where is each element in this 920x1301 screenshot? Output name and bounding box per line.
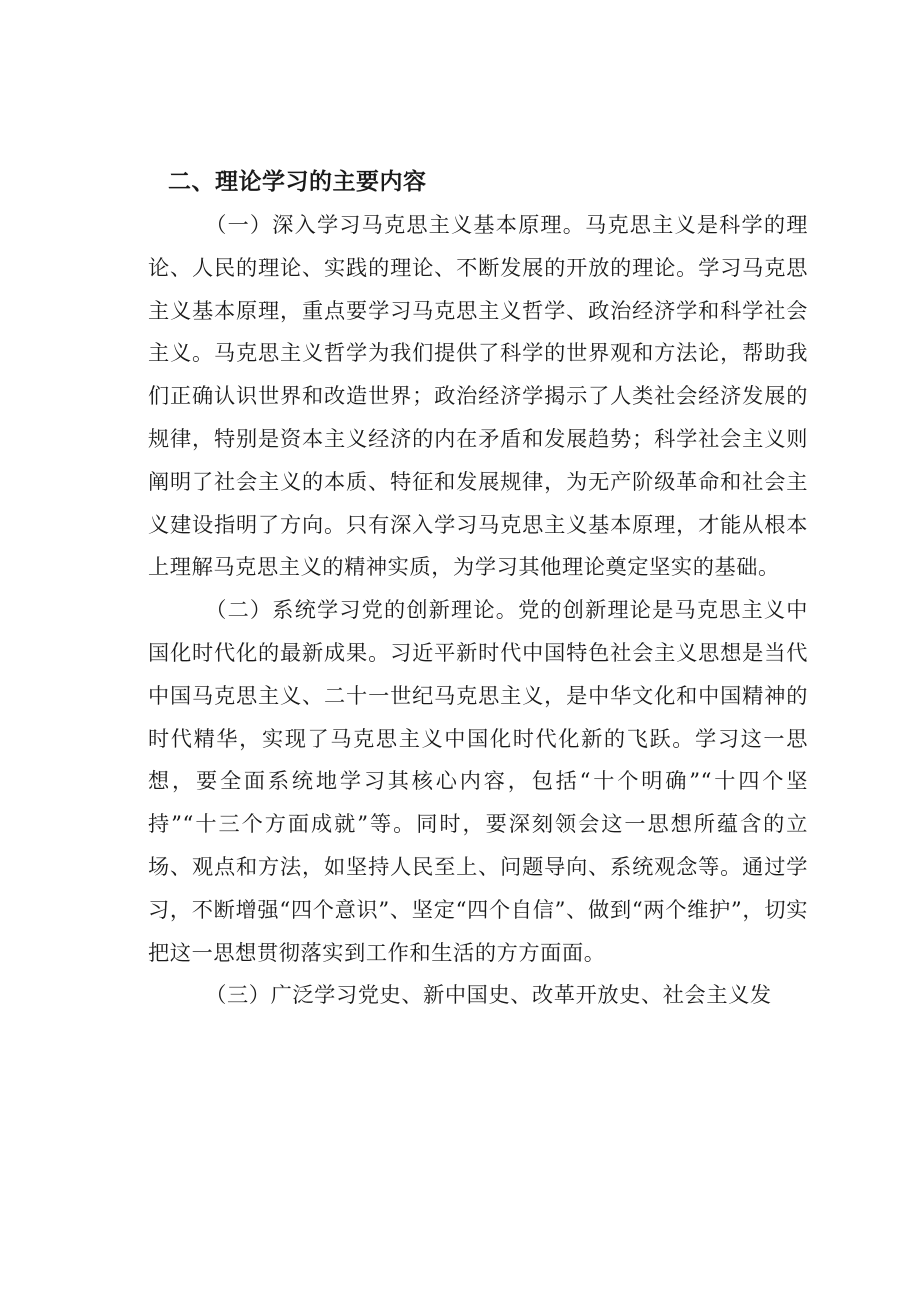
paragraph-2: （二）系统学习党的创新理论。党的创新理论是马克思主义中国化时代化的最新成果。习近平新时代中国特色社会主义思想是当代中国马克思主义、二十一世纪马克思主义，是中华文化和中国精神的时代精华，实现了马克思主义中国化时代化新的飞跃。学习这一思想，要全面系统地学习其核心内容，包括“十个明确”“十四个坚持”“十三个方面成就”等。同时，要深刻领会这一思想所蕴含的立场、观点和方法，如坚持人民至上、问题导向、系统观念等。通过学习，不断增强“四个意识”、坚定“四个自信”、做到“两个维护”，切实把这一思想贯彻落实到工作和生活的方方面面。 [148,597,808,965]
section-heading: 二、理论学习的主要内容 [168,169,427,195]
paragraph-1: （一）深入学习马克思主义基本原理。马克思主义是科学的理论、人民的理论、实践的理论、不断发展的开放的理论。学习马克思主义基本原理，重点要学习马克思主义哲学、政治经济学和科学社会主义。马克思主义哲学为我们提供了科学的世界观和方法论，帮助我们正确认识世界和改造世界；政治经济学揭示了人类社会经济发展的规律，特别是资本主义经济的内在矛盾和发展趋势；科学社会主义则阐明了社会主义的本质、特征和发展规律，为无产阶级革命和社会主义建设指明了方向。只有深入学习马克思主义基本原理，才能从根本上理解马克思主义的精神实质，为学习其他理论奠定坚实的基础。 [148,212,808,580]
paragraph-3: （三）广泛学习党史、新中国史、改革开放史、社会主义发 [205,982,772,1008]
document-body [148,162,808,1017]
